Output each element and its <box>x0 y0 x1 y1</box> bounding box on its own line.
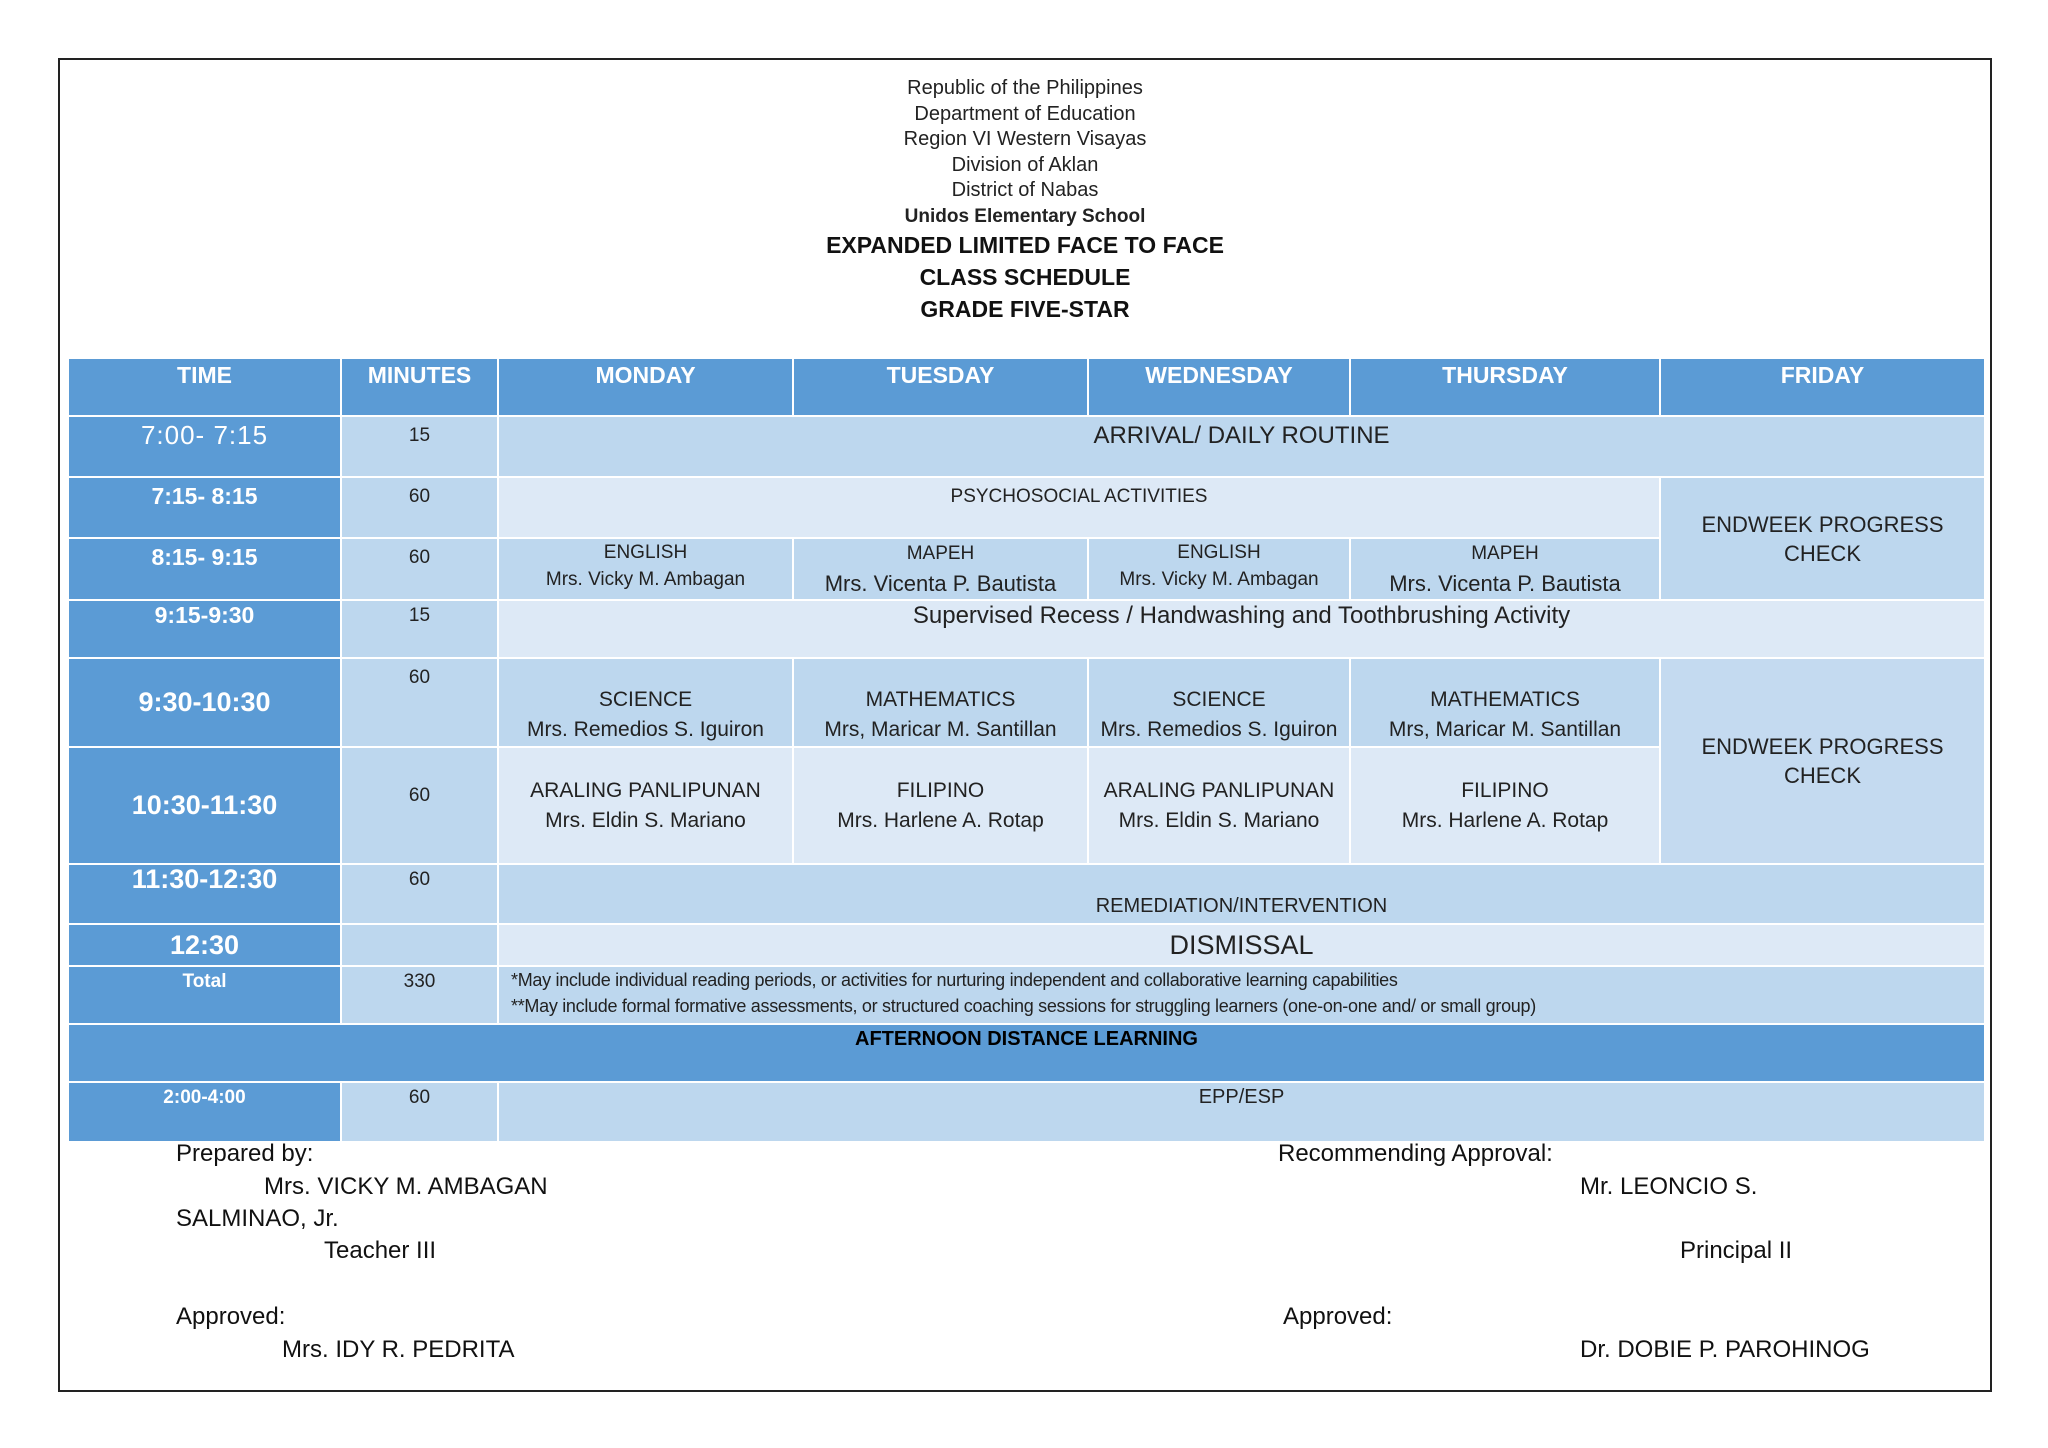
minutes-cell: 15 <box>341 416 498 477</box>
teacher-name: Mrs. Vicenta P. Bautista <box>824 571 1057 596</box>
notes-cell <box>498 966 1985 1024</box>
subject-name: FILIPINO <box>1461 778 1549 802</box>
tuesday-cell <box>793 747 1088 864</box>
subject-name: ARALING PANLIPUNAN <box>1103 778 1335 802</box>
afternoon-band: AFTERNOON DISTANCE LEARNING <box>68 1024 1985 1082</box>
time-cell: 2:00-4:00 <box>68 1082 341 1142</box>
tuesday-cell <box>793 658 1088 747</box>
title-line-1: EXPANDED LIMITED FACE TO FACE <box>826 232 1224 258</box>
table-row <box>68 924 1985 966</box>
recommending-approval-label: Recommending Approval: <box>1278 1140 1553 1167</box>
time-cell: 9:30-10:30 <box>68 658 341 747</box>
wednesday-cell <box>1088 658 1350 747</box>
title-line-2: CLASS SCHEDULE <box>919 264 1131 290</box>
monday-cell <box>498 747 793 864</box>
header-minutes: MINUTES <box>341 358 498 416</box>
minutes-cell: 60 <box>341 747 498 864</box>
header-line-division: Division of Aklan <box>951 153 1099 176</box>
table-row <box>68 477 1985 538</box>
document-header <box>58 76 1992 325</box>
time-cell: 8:15- 9:15 <box>68 538 341 600</box>
minutes-cell: 15 <box>341 600 498 658</box>
thursday-cell <box>1350 747 1660 864</box>
approved-label-left: Approved: <box>176 1303 286 1330</box>
time-cell: 12:30 <box>68 924 341 966</box>
subject-name: FILIPINO <box>896 778 985 802</box>
header-line-republic: Republic of the Philippines <box>907 77 1143 99</box>
activity-cell: EPP/ESP <box>498 1082 1985 1142</box>
header-time: TIME <box>68 358 341 416</box>
minutes-cell: 60 <box>341 477 498 538</box>
subject-name: MAPEH <box>906 543 975 564</box>
friday-cell: ENDWEEK PROGRESS CHECK <box>1660 477 1985 600</box>
subject-name: ENGLISH <box>603 542 688 563</box>
table-row <box>68 600 1985 658</box>
table-row <box>68 864 1985 924</box>
title-line-3: GRADE FIVE-STAR <box>920 296 1130 322</box>
activity-cell: ARRIVAL/ DAILY ROUTINE <box>498 416 1985 477</box>
class-schedule-table <box>67 357 1986 1143</box>
header-tuesday: TUESDAY <box>793 358 1088 416</box>
time-cell: Total <box>68 966 341 1024</box>
note-line-1: *May include individual reading periods, or activities for nurturing independent and collaborative learning capabilities <box>511 970 1398 990</box>
thursday-cell <box>1350 658 1660 747</box>
header-thursday: THURSDAY <box>1350 358 1660 416</box>
activity-cell: Supervised Recess / Handwashing and Toothbrushing Activity <box>498 600 1985 658</box>
prepared-by-label: Prepared by: <box>176 1140 314 1167</box>
minutes-cell: 60 <box>341 864 498 924</box>
friday-cell: ENDWEEK PROGRESS CHECK <box>1660 658 1985 864</box>
subject-name: SCIENCE <box>1172 688 1266 711</box>
activity-cell: REMEDIATION/INTERVENTION <box>498 864 1985 924</box>
subject-name: MATHEMATICS <box>865 688 1016 711</box>
teacher-name: Mrs. Vicky M. Ambagan <box>545 569 746 590</box>
wednesday-cell <box>1088 538 1350 600</box>
minutes-cell: 330 <box>341 966 498 1024</box>
header-monday: MONDAY <box>498 358 793 416</box>
table-row <box>68 1082 1985 1142</box>
subject-name: MATHEMATICS <box>1430 688 1580 711</box>
teacher-name: Mrs. Eldin S. Mariano <box>545 808 746 832</box>
teacher-name: Mrs. Vicky M. Ambagan <box>1119 569 1319 590</box>
time-cell: 7:00- 7:15 <box>68 416 341 477</box>
activity-cell: DISMISSAL <box>498 924 1985 966</box>
prepared-by-name: Mrs. VICKY M. AMBAGAN <box>264 1173 548 1200</box>
header-line-region: Region VI Western Visayas <box>903 128 1147 150</box>
note-line-2: **May include formal formative assessments, or structured coaching sessions for struggling learners (one-on-one and/ or small group) <box>511 996 1536 1016</box>
header-wednesday: WEDNESDAY <box>1088 358 1350 416</box>
approved-name-right: Dr. DOBIE P. PAROHINOG <box>1580 1336 1870 1363</box>
subject-name: MAPEH <box>1471 543 1539 564</box>
teacher-name: Mrs. Remedios S. Iguiron <box>1100 718 1338 741</box>
minutes-cell: 60 <box>341 1082 498 1142</box>
teacher-name: Mrs, Maricar M. Santillan <box>1388 718 1622 741</box>
monday-cell <box>498 538 793 600</box>
monday-cell <box>498 658 793 747</box>
teacher-name: Mrs. Remedios S. Iguiron <box>527 718 764 741</box>
header-line-department: Department of Education <box>914 102 1136 125</box>
time-cell: 11:30-12:30 <box>68 864 341 924</box>
subject-name: ARALING PANLIPUNAN <box>530 778 761 802</box>
tuesday-cell <box>793 538 1088 600</box>
teacher-name: Mrs, Maricar M. Santillan <box>824 718 1057 741</box>
recommending-name: Mr. LEONCIO S. <box>1580 1173 1758 1200</box>
approved-label-right: Approved: <box>1283 1303 1393 1330</box>
teacher-name: Mrs. Harlene A. Rotap <box>1401 808 1609 832</box>
activity-cell: PSYCHOSOCIAL ACTIVITIES <box>498 477 1660 538</box>
subject-name: SCIENCE <box>598 688 693 711</box>
time-cell: 9:15-9:30 <box>68 600 341 658</box>
teacher-name: Mrs. Vicenta P. Bautista <box>1389 571 1621 596</box>
subject-name: ENGLISH <box>1177 542 1261 563</box>
header-line-district: District of Nabas <box>951 179 1099 201</box>
table-header-row <box>68 358 1985 416</box>
recommending-name-continued: SALMINAO, Jr. <box>176 1205 339 1232</box>
table-row <box>68 658 1985 747</box>
school-name: Unidos Elementary School <box>904 205 1146 227</box>
header-friday: FRIDAY <box>1660 358 1985 416</box>
time-cell: 7:15- 8:15 <box>68 477 341 538</box>
minutes-cell <box>341 924 498 966</box>
teacher-title: Teacher III <box>324 1237 437 1264</box>
teacher-name: Mrs. Harlene A. Rotap <box>837 808 1044 832</box>
table-row <box>68 966 1985 1024</box>
principal-title: Principal II <box>1680 1237 1793 1264</box>
minutes-cell: 60 <box>341 538 498 600</box>
time-cell: 10:30-11:30 <box>68 747 341 864</box>
table-row <box>68 416 1985 477</box>
approved-name-left: Mrs. IDY R. PEDRITA <box>282 1336 515 1363</box>
wednesday-cell <box>1088 747 1350 864</box>
minutes-cell: 60 <box>341 658 498 747</box>
teacher-name: Mrs. Eldin S. Mariano <box>1118 808 1320 832</box>
thursday-cell <box>1350 538 1660 600</box>
table-row <box>68 1024 1985 1082</box>
